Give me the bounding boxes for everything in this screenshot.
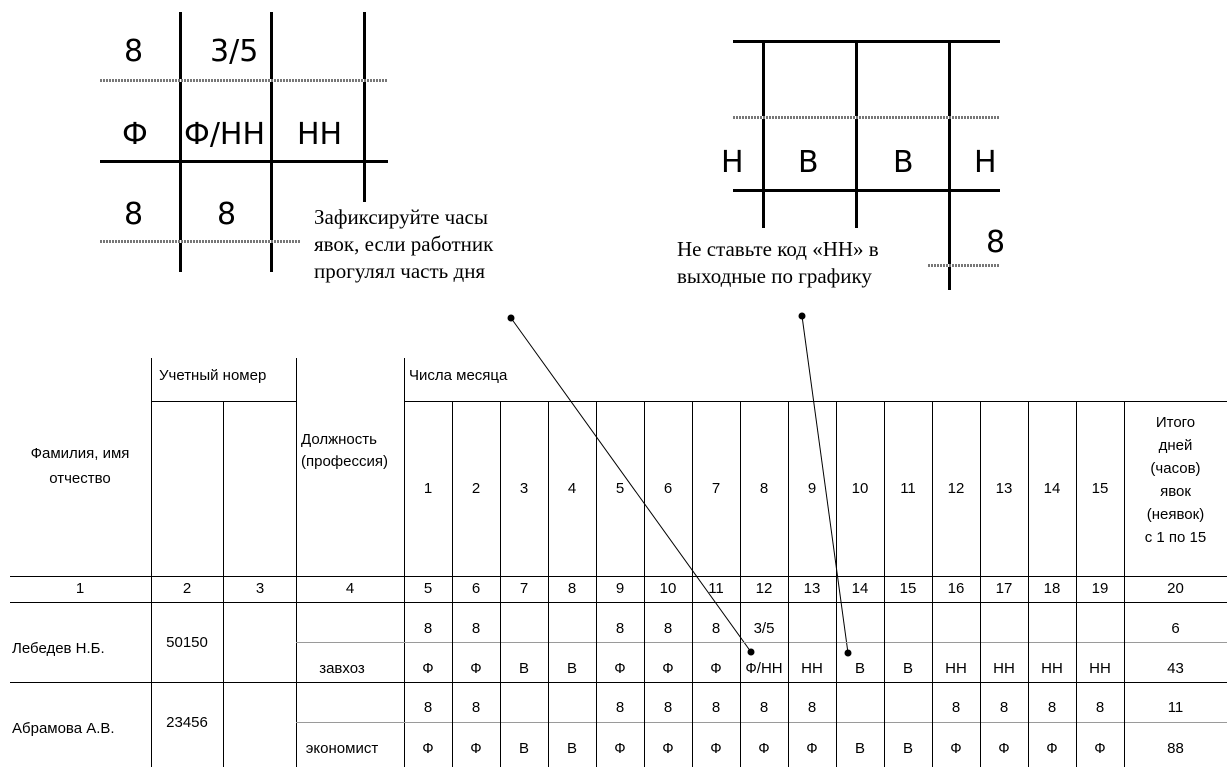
employee-name: Абрамова А.В. [12,719,115,737]
code-cell: Ф [614,740,626,757]
header-total-line-2: дней [1158,437,1193,454]
hours-cell: 8 [711,620,721,637]
column-number: 10 [659,580,677,597]
header-full-name-line-2: отчество [49,470,111,487]
code-cell: Ф [998,740,1010,757]
hours-cell: 8 [999,699,1009,716]
employee-position: экономист [305,740,379,757]
code-cell: Ф [614,660,626,677]
code-cell: Ф [758,740,770,757]
code-cell: В [566,660,577,677]
zoom-left-r2c1: Ф [122,117,148,152]
column-number: 19 [1091,580,1109,597]
callout-left-line-2: явок, если работник [314,232,494,256]
table-hline-employee-split [10,682,1227,683]
code-cell: В [854,660,865,677]
code-cell: Ф [1046,740,1058,757]
code-cell: Ф [422,740,434,757]
total-codes: 43 [1167,660,1184,677]
day-number: 10 [851,480,869,497]
column-number: 6 [471,580,481,597]
header-total-line-3: (часов) [1150,460,1201,477]
code-cell: В [518,660,529,677]
day-number: 14 [1043,480,1061,497]
column-number: 3 [255,580,265,597]
table-hline-days [404,401,1227,402]
column-number: 13 [803,580,821,597]
day-number: 4 [567,480,577,497]
hours-cell: 8 [471,699,481,716]
hours-cell: 8 [1095,699,1105,716]
header-full-name-line-1: Фамилия, имя [30,445,130,462]
callout-left-line-3: прогулял часть дня [314,259,486,283]
employee-name: Лебедев Н.Б. [12,640,105,657]
code-cell: В [902,740,913,757]
code-cell: Ф [470,740,482,757]
header-position-line-1: Должность [301,431,377,448]
hours-cell: 8 [663,620,673,637]
header-total [1124,411,1227,549]
day-number: 9 [807,480,817,497]
code-cell: НН [993,660,1015,677]
hours-cell: 8 [471,620,481,637]
day-number: 7 [711,480,721,497]
code-cell: Ф [1094,740,1106,757]
code-cell: Ф [662,740,674,757]
callout-left-line-1: Зафиксируйте часы [314,205,488,229]
zoom-right-partial-digit: 8 [986,225,1006,260]
header-full-name [20,441,140,491]
code-cell: В [902,660,913,677]
code-cell: В [518,740,529,757]
zoom-right-c1: Н [721,145,744,180]
employee-position: завхоз [319,660,365,677]
hours-cell: 8 [615,699,625,716]
header-total-line-1: Итого [1155,414,1196,431]
hours-cell: 8 [663,699,673,716]
day-number: 8 [759,480,769,497]
callout-right-line-1: Не ставьте код «НН» в [677,237,879,261]
day-number: 6 [663,480,673,497]
header-total-line-6: с 1 по 15 [1144,529,1207,546]
hours-cell: 8 [759,699,769,716]
hours-cell: 8 [423,699,433,716]
code-cell: В [566,740,577,757]
zoom-left-r1c2: 3/5 [210,34,259,69]
zoom-right-c4: Н [974,145,997,180]
callout-right-line-2: выходные по графику [677,264,872,288]
day-number: 15 [1091,480,1109,497]
header-position [301,429,388,473]
leader-dot-right-start [799,313,806,320]
column-number: 9 [615,580,625,597]
header-total-line-4: явок [1160,483,1191,500]
day-number: 1 [423,480,433,497]
header-month-days: Числа месяца [409,367,508,384]
column-number: 7 [519,580,529,597]
code-cell: НН [1041,660,1063,677]
day-number: 13 [995,480,1013,497]
code-cell: Ф [710,740,722,757]
table-dotted-row-2 [296,722,1227,723]
total-hours: 11 [1167,699,1184,716]
hours-cell: 8 [423,620,433,637]
header-account-number: Учетный номер [159,367,267,384]
hours-cell: 8 [615,620,625,637]
code-cell: Ф [710,660,722,677]
column-number: 20 [1167,580,1184,597]
total-codes: 88 [1167,740,1184,757]
column-number: 2 [182,580,192,597]
day-number: 5 [615,480,625,497]
zoom-left-r3c1: 8 [124,197,144,232]
column-number: 8 [567,580,577,597]
column-number: 11 [708,580,724,597]
zoom-left-r2c2: Ф/НН [184,117,266,152]
column-number: 5 [423,580,433,597]
zoom-left-r1c1: 8 [124,34,144,69]
day-number: 11 [900,480,916,497]
zoom-right-c3: В [893,145,914,180]
zoom-left-r3c2: 8 [217,197,237,232]
hours-cell: 8 [807,699,817,716]
leader-dot-right-end [845,650,852,657]
column-number: 1 [75,580,85,597]
code-cell: Ф [806,740,818,757]
day-number: 2 [471,480,481,497]
column-number: 12 [755,580,773,597]
code-cell: В [854,740,865,757]
table-hline-acct [151,401,296,402]
leader-dot-left-end [748,649,755,656]
code-cell: НН [801,660,823,677]
employee-number: 23456 [166,713,208,731]
code-cell: Ф/НН [745,660,783,677]
hours-cell: 8 [951,699,961,716]
code-cell: НН [1089,660,1111,677]
column-number: 17 [995,580,1013,597]
code-cell: Ф [950,740,962,757]
table-dotted-row-1 [296,642,1227,643]
column-number: 18 [1043,580,1061,597]
zoom-right-c2: В [798,145,819,180]
column-number: 4 [345,580,355,597]
zoom-left-r2c3: НН [297,117,343,152]
header-position-line-2: (профессия) [301,453,388,470]
table-hline-header-bottom [10,576,1227,577]
total-hours: 6 [1171,620,1180,637]
day-number: 12 [947,480,965,497]
table-hline-colnums [10,602,1227,603]
code-cell: НН [945,660,967,677]
table-vline-name [151,358,152,767]
hours-cell: 8 [1047,699,1057,716]
table-vline-acct [296,358,297,767]
code-cell: Ф [422,660,434,677]
code-cell: Ф [470,660,482,677]
hours-cell: 3/5 [753,620,775,637]
hours-cell: 8 [711,699,721,716]
column-number: 15 [899,580,917,597]
employee-number: 50150 [166,634,208,651]
column-number: 14 [851,580,869,597]
day-number: 3 [519,480,529,497]
column-number: 16 [947,580,965,597]
table-vline-num [223,401,224,767]
code-cell: Ф [662,660,674,677]
leader-dot-left-start [508,315,515,322]
header-total-line-5: (неявок) [1146,506,1205,523]
